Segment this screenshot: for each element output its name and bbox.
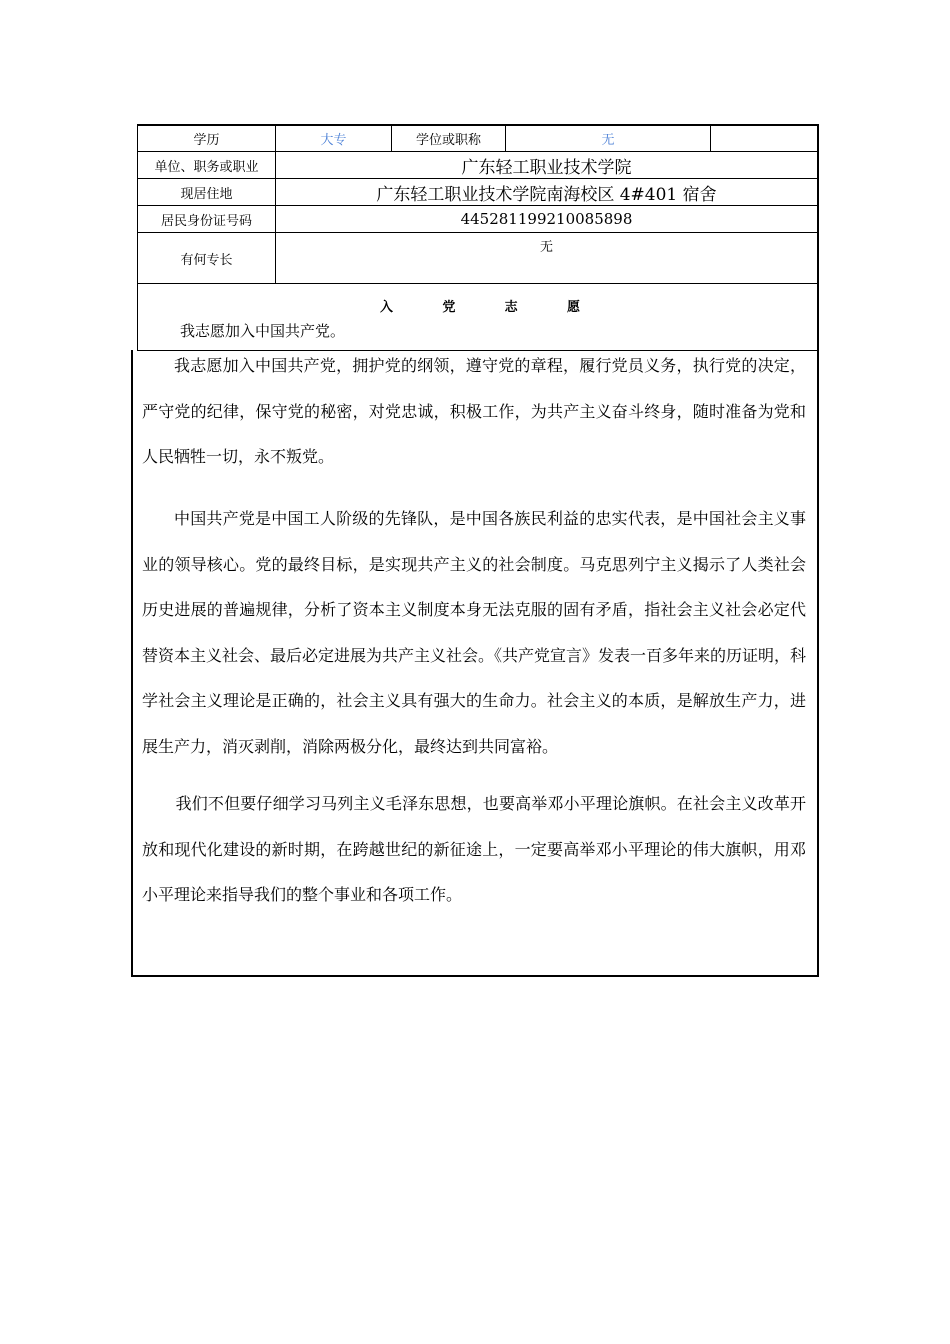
title-char: 党 <box>442 300 456 315</box>
application-paragraph-2: 中国共产党是中国工人阶级的先锋队，是中国各族民利益的忠实代表，是中国社会主义事业的领导核心。党的最终目标，是实现共产主义的社会制度。马克思列宁主义揭示了人类社会历史进展的普遍规律，分析了资本主义制度本身无法克服的固有矛盾，指社会主义社会必定代替资本主义社会、最后必定进展为共产主义社会。《共产党宣言》发表一百多年来的历证明，科学社会主义理论是正确的，社会主义具有强大的生命力。社会主义的本质，是解放生产力，进展生产力，消灭剥削，消除两极分化，最终达到共同富裕。 <box>142 509 807 756</box>
employer-label: 单位、职务或职业 <box>154 159 259 175</box>
application-paragraph-1: 我志愿加入中国共产党，拥护党的纲领，遵守党的章程，履行党员义务，执行党的决定，严守党的纪律，保守党的秘密，对党忠诚，积极工作，为共产主义奋斗终身，随时准备为党和人民牺牲一切，永不叛党。 <box>142 356 806 466</box>
id-number-label: 居民身份证号码 <box>160 213 252 229</box>
application-paragraph-3: 我们不但要仔细学习马列主义毛泽东思想，也要高举邓小平理论旗帜。在社会主义改革开放和现代化建设的新时期，在跨越世纪的新征途上，一定要高举邓小平理论的伟大旗帜，用邓小平理论来指导我们的整个事业和各项工作。 <box>142 794 806 904</box>
row-divider <box>137 283 819 284</box>
education-value: 大专 <box>320 133 347 148</box>
title-char: 愿 <box>566 300 580 315</box>
table-border-right <box>817 124 819 977</box>
skills-value: 无 <box>539 240 553 255</box>
employer-value: 广东轻工职业技术学院 <box>461 157 632 178</box>
table-border-bottom <box>131 975 819 977</box>
education-label: 学历 <box>193 133 220 148</box>
application-title <box>380 296 580 316</box>
id-number-value: 445281199210085898 <box>460 210 633 228</box>
skills-label: 有何专长 <box>180 252 233 268</box>
title-char: 志 <box>504 300 518 315</box>
table-border-left <box>131 350 133 977</box>
title-char: 入 <box>380 300 394 315</box>
degree-label: 学位或职称 <box>415 133 481 148</box>
application-intro: 我志愿加入中国共产党。 <box>180 322 346 340</box>
degree-value: 无 <box>601 133 615 148</box>
column-divider <box>710 124 711 151</box>
address-value: 广东轻工职业技术学院南海校区 4#401 宿舍 <box>376 184 717 205</box>
address-label: 现居住地 <box>180 186 233 202</box>
